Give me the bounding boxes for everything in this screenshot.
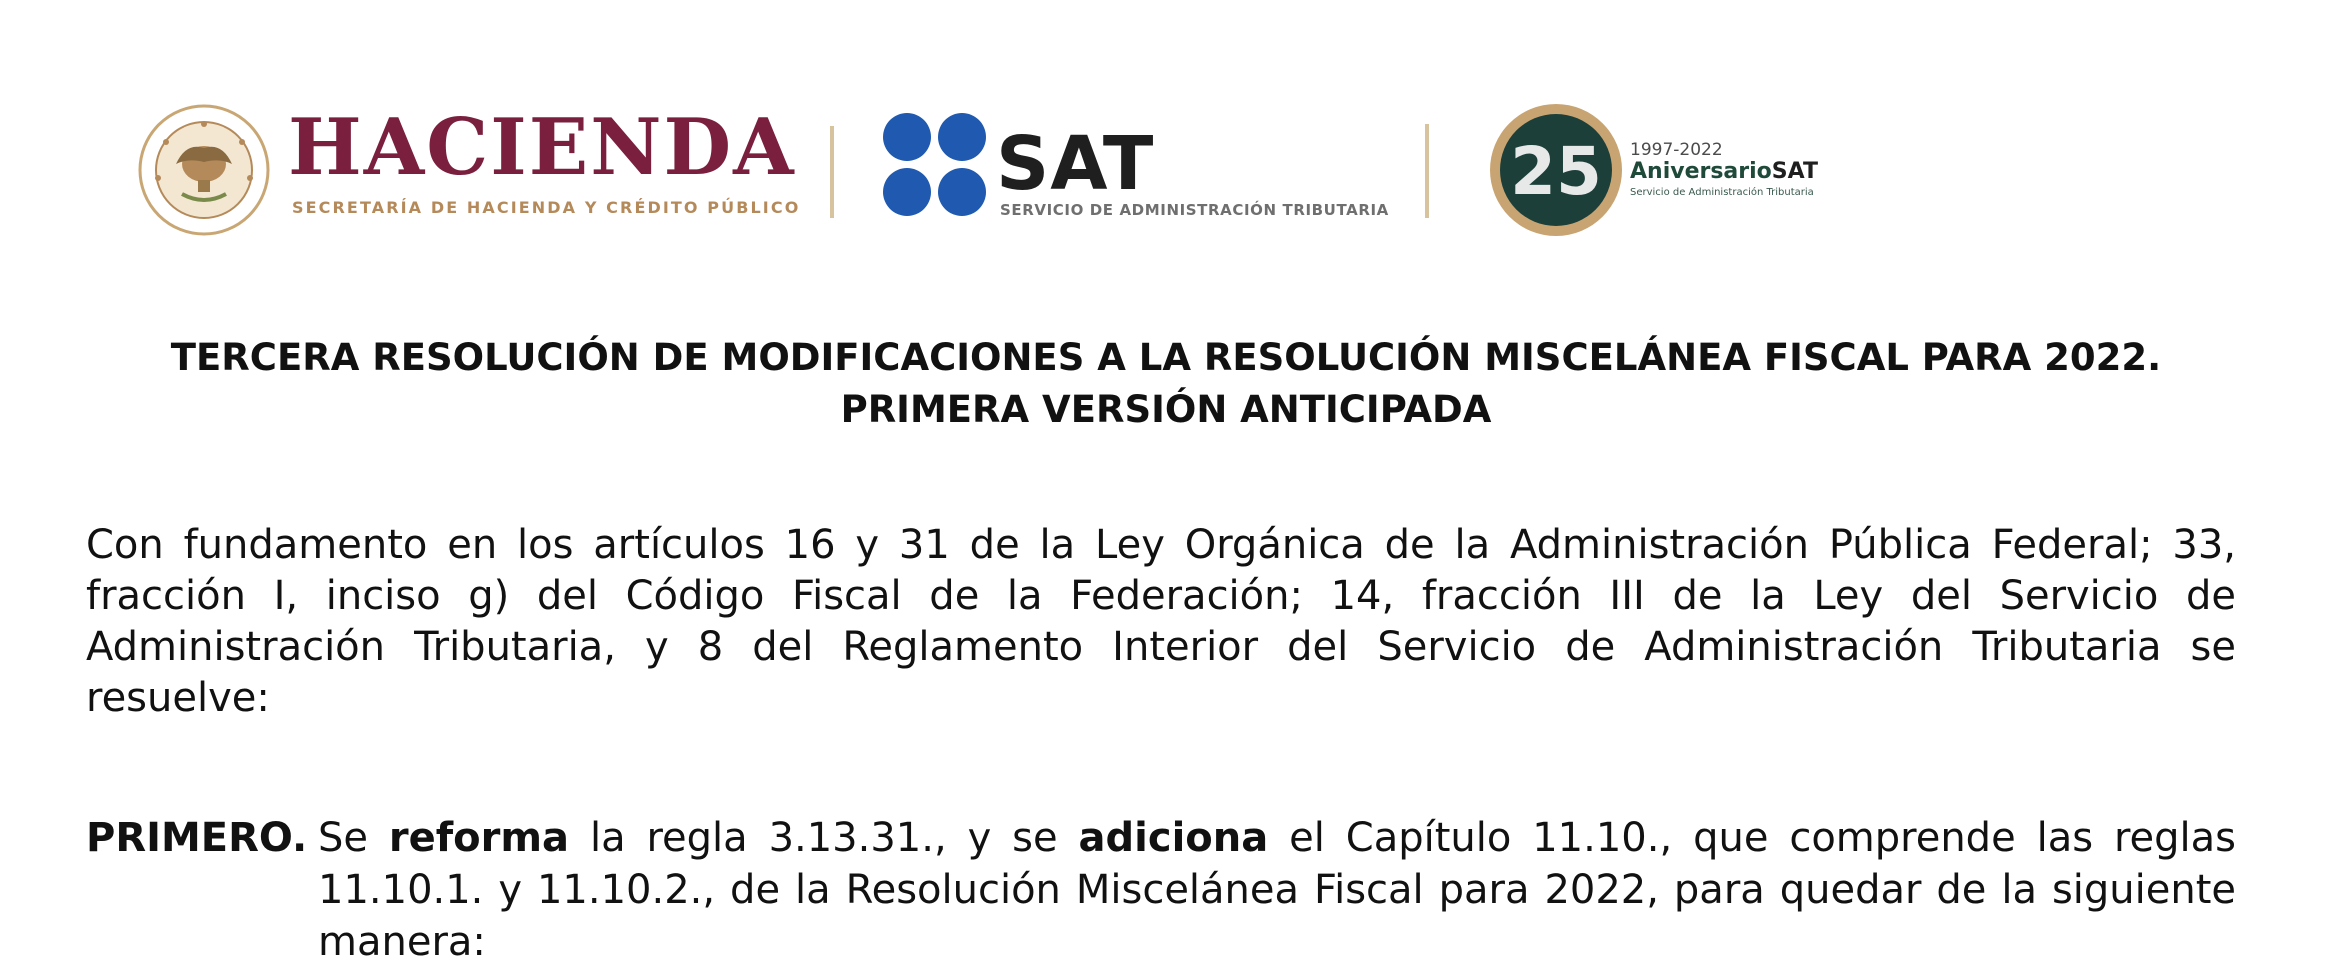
first-label: PRIMERO. [86, 815, 308, 861]
hacienda-wordmark: HACIENDA [288, 102, 796, 193]
logo-divider [830, 126, 834, 218]
first-content [318, 812, 2236, 968]
document-title-line1: TERCERA RESOLUCIÓN DE MODIFICACIONES A LA RESOLUCIÓN MISCELÁNEA FISCAL PARA 2022. [170, 336, 2162, 379]
anniversary-badge-number: 25 [1510, 133, 1602, 210]
logo-divider [1425, 124, 1429, 218]
anniversary-subtitle: Servicio de Administración Tributaria [1630, 187, 1814, 198]
hacienda-seal-icon [136, 102, 272, 238]
intro-paragraph: Con fundamento en los artículos 16 y 31 de la Ley Orgánica de la Administración Pública Federal; 33, fracción I, inciso g) del Código Fiscal de la Federación; 14, fracción III de la Ley del Servicio de Administración Tributaria, y 8 del Reglamento Interior del Servicio de Administración Tributaria se resuelve: [86, 522, 2236, 721]
sat-dots-icon [882, 112, 988, 218]
first-text-part3: el Capítulo 11.10., que comprende las reglas 11.10.1. y 11.10.2., de la Resolución Miscelánea Fiscal para 2022, para quedar de la siguiente manera: [318, 815, 2236, 965]
header-logos [0, 0, 2332, 280]
first-text-part2: la regla 3.13.31., y se [569, 815, 1079, 861]
sat-subtitle: SERVICIO DE ADMINISTRACIÓN TRIBUTARIA [1000, 201, 1389, 219]
anniversary-title-prefix: Aniversario [1630, 159, 1772, 184]
sat-wordmark: SAT [996, 121, 1155, 207]
anniversary-title [1630, 158, 1818, 186]
document-title-line2: PRIMERA VERSIÓN ANTICIPADA [840, 388, 1492, 431]
first-bold-reforma: reforma [388, 815, 570, 861]
anniversary-title-suffix: SAT [1771, 159, 1818, 184]
first-text-part1: Se [318, 815, 389, 861]
anniversary-years: 1997-2022 [1630, 140, 1723, 160]
document-title [60, 332, 2272, 436]
first-resolution-paragraph [86, 812, 2236, 968]
first-bold-adiciona: adiciona [1078, 815, 1269, 861]
anniversary-badge-icon [1488, 102, 1624, 238]
hacienda-subtitle: SECRETARÍA DE HACIENDA Y CRÉDITO PÚBLICO [292, 198, 801, 217]
